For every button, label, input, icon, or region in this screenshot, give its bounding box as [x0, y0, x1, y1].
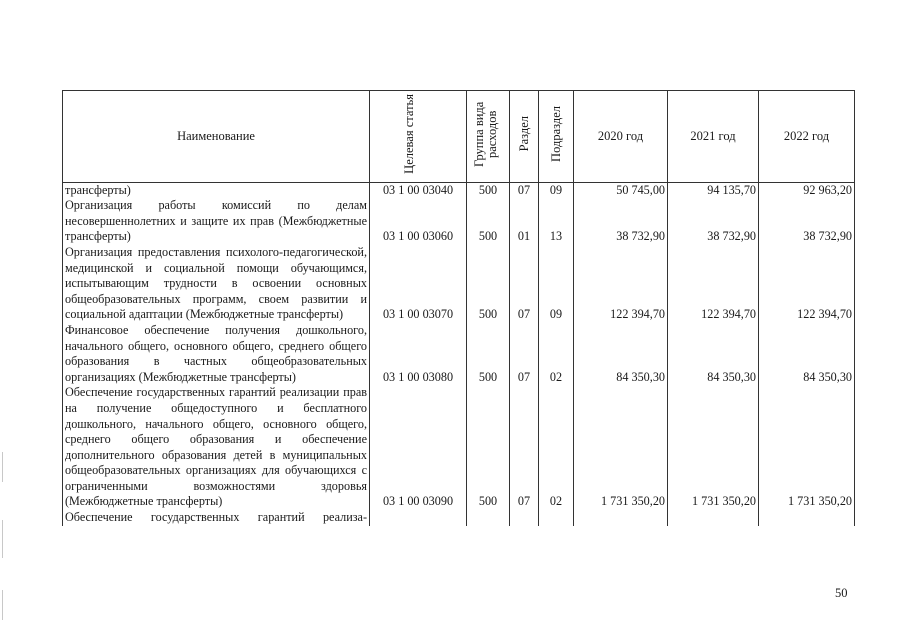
table-row — [63, 510, 855, 526]
row-2022: 38 732,90 — [759, 198, 855, 245]
row-target-article: 03 1 00 03040 — [370, 182, 467, 198]
scan-edge-mark — [2, 520, 3, 558]
row-name: трансферты) — [63, 182, 370, 198]
row-section — [510, 510, 539, 526]
row-section: 07 — [510, 385, 539, 510]
table-row — [63, 385, 855, 510]
row-expense-group: 500 — [467, 323, 510, 385]
row-2020: 84 350,30 — [574, 323, 668, 385]
row-subsection: 02 — [539, 385, 574, 510]
row-name: Организация предоставления психолого-педагогической, медицинской и социальной помощи обучающимся, испытывающим трудности в освоении основных общеобразовательных программ, своем развитии и социальной адаптации (Межбюджетные трансферты) — [63, 245, 370, 323]
row-name: Финансовое обеспечение получения дошкольного, начального общего, основного общего, среднего общего образования в частных общеобразовательных организациях (Межбюджетные трансферты) — [63, 323, 370, 385]
row-name: Организация работы комиссий по делам несовершеннолетних и защите их прав (Межбюджетные трансферты) — [63, 198, 370, 245]
row-2022: 92 963,20 — [759, 182, 855, 198]
row-target-article: 03 1 00 03090 — [370, 385, 467, 510]
row-expense-group: 500 — [467, 245, 510, 323]
row-2020: 50 745,00 — [574, 182, 668, 198]
row-section: 07 — [510, 245, 539, 323]
row-2022: 122 394,70 — [759, 245, 855, 323]
row-section: 07 — [510, 182, 539, 198]
row-subsection: 02 — [539, 323, 574, 385]
row-name: Обеспечение государственных гарантий реализа- — [63, 510, 370, 526]
table-row — [63, 245, 855, 323]
row-section: 07 — [510, 323, 539, 385]
row-target-article: 03 1 00 03070 — [370, 245, 467, 323]
table-header-row — [63, 91, 855, 183]
row-subsection: 09 — [539, 182, 574, 198]
row-2021: 38 732,90 — [668, 198, 759, 245]
budget-table — [62, 90, 855, 526]
row-expense-group: 500 — [467, 198, 510, 245]
row-subsection — [539, 510, 574, 526]
row-subsection: 09 — [539, 245, 574, 323]
row-2021: 1 731 350,20 — [668, 385, 759, 510]
page-number: 50 — [835, 586, 848, 600]
row-2020: 1 731 350,20 — [574, 385, 668, 510]
row-expense-group — [467, 510, 510, 526]
row-2022: 1 731 350,20 — [759, 385, 855, 510]
table-row — [63, 198, 855, 245]
table-row — [63, 182, 855, 198]
header-name: Наименование — [63, 91, 370, 183]
header-2022: 2022 год — [759, 91, 855, 183]
header-expense-group: Группа вида расходов — [467, 91, 510, 183]
row-2021 — [668, 510, 759, 526]
row-2021: 122 394,70 — [668, 245, 759, 323]
header-subsection: Подраздел — [539, 91, 574, 183]
row-section: 01 — [510, 198, 539, 245]
row-2021: 84 350,30 — [668, 323, 759, 385]
header-target-article: Целевая статья — [370, 91, 467, 183]
row-subsection: 13 — [539, 198, 574, 245]
scan-edge-mark — [2, 452, 3, 482]
header-2020: 2020 год — [574, 91, 668, 183]
row-expense-group: 500 — [467, 182, 510, 198]
row-target-article: 03 1 00 03060 — [370, 198, 467, 245]
header-2021: 2021 год — [668, 91, 759, 183]
header-section: Раздел — [510, 91, 539, 183]
row-target-article — [370, 510, 467, 526]
row-name: Обеспечение государственных гарантий реализации прав на получение общедоступного и бесплатного дошкольного, начального общего, основного общего, среднего общего образования и обеспечение дополнительного образования детей в муниципальных общеобразовательных организациях для обучающихся с ограниченными возможностями здоровья (Межбюджетные трансферты) — [63, 385, 370, 510]
row-2022 — [759, 510, 855, 526]
scan-edge-mark — [2, 590, 3, 620]
row-2022: 84 350,30 — [759, 323, 855, 385]
row-2020 — [574, 510, 668, 526]
table-row — [63, 323, 855, 385]
row-2020: 38 732,90 — [574, 198, 668, 245]
row-expense-group: 500 — [467, 385, 510, 510]
row-2020: 122 394,70 — [574, 245, 668, 323]
row-target-article: 03 1 00 03080 — [370, 323, 467, 385]
row-2021: 94 135,70 — [668, 182, 759, 198]
